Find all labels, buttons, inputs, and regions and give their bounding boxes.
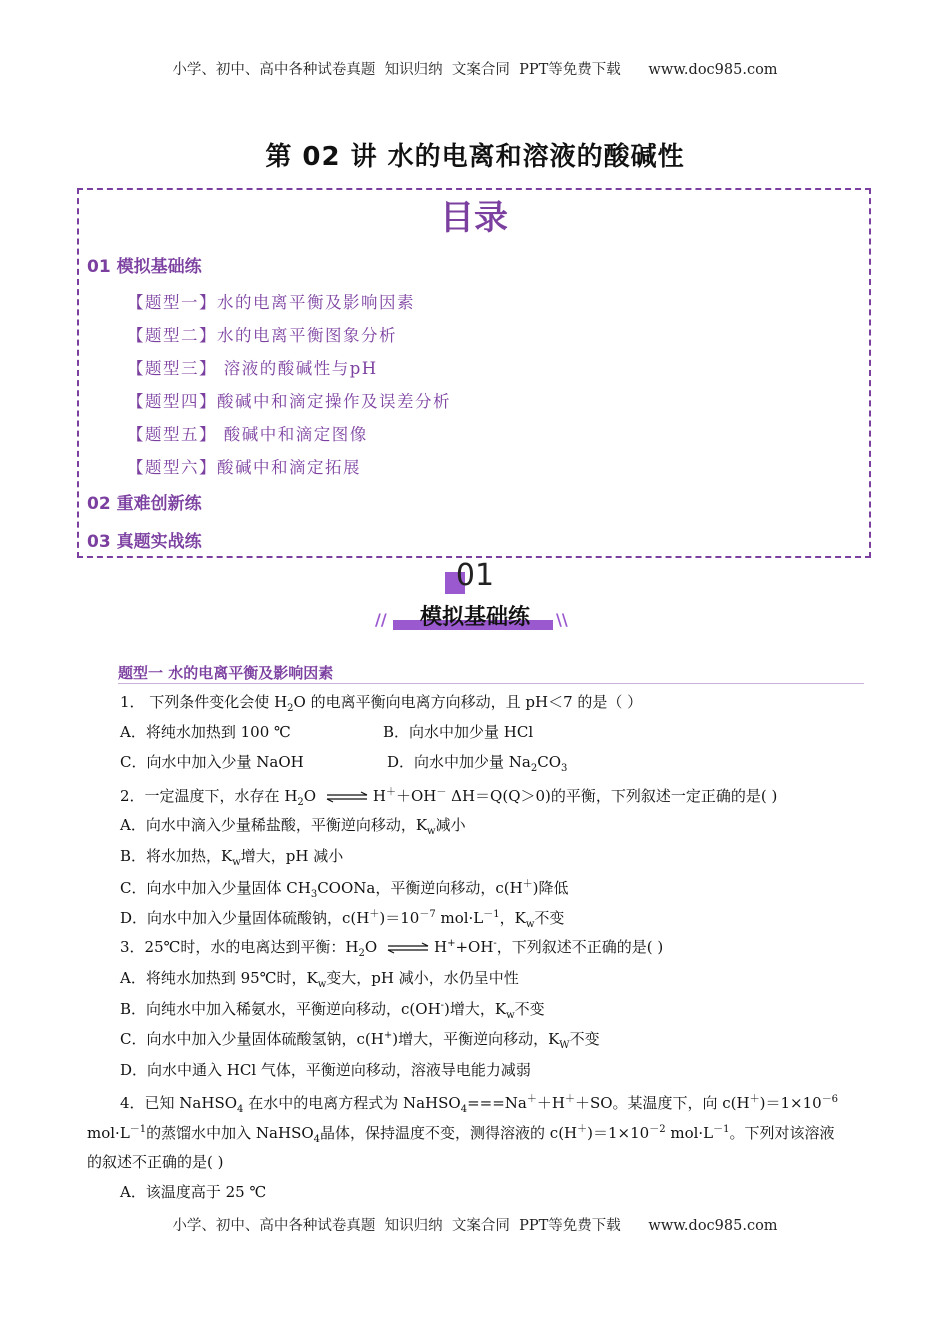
toc-item-type-4[interactable]: 【题型四】酸碱中和滴定操作及误差分析 <box>127 392 451 411</box>
q3-option-a[interactable]: A．将纯水加热到 95℃时，$K_w$变大，pH 减小，水仍呈中性 <box>120 969 519 990</box>
toc-section-3[interactable]: 03 真题实战练 <box>87 532 202 552</box>
q2-stem: 2．一定温度下，水存在 $H_2O$ H＋＋OH－ ΔH＝Q(Q＞0)的平衡，下列叙述一定正确的是( ) <box>120 787 778 808</box>
q1-stem: 1． 下列条件变化会使 $H_2O$ 的电离平衡向电离方向移动，且 pH＜7 的是（ ） <box>120 693 643 714</box>
q2-option-c[interactable]: C．向水中加入少量固体 $CH_3COONa$，平衡逆向移动，c(H＋)降低 <box>120 879 569 900</box>
q4-stem-line-1: 4．已知 NaHSO$_4$ 在水中的电离方程式为 NaHSO$_4$===Na＋＋H＋＋SO。某温度下，向 $c(H^+)=1\times 10^{-6}$ <box>120 1094 839 1115</box>
type-heading: 题型一 水的电离平衡及影响因素 <box>118 664 334 682</box>
section-right-mark: \\ <box>556 610 568 629</box>
equilibrium-arrow-icon <box>386 942 430 954</box>
q2-option-b[interactable]: B．将水加热，$K_w$增大，pH 减小 <box>120 847 344 868</box>
q4-option-a[interactable]: A．该温度高于 25 ℃ <box>120 1183 267 1201</box>
toc-heading: 目录 <box>440 198 508 238</box>
toc-section-2[interactable]: 02 重难创新练 <box>87 494 202 514</box>
document-title: 第 02 讲 水的电离和溶液的酸碱性 <box>265 142 685 172</box>
q3-option-d[interactable]: D．向水中通入 HCl 气体，平衡逆向移动，溶液导电能力减弱 <box>120 1061 531 1079</box>
section-left-mark: // <box>375 610 387 629</box>
q3-stem: 3．25℃时，水的电离达到平衡：$H_2O$ H++OH-，下列叙述不正确的是( ) <box>120 938 664 959</box>
toc-section-1[interactable]: 01 模拟基础练 <box>87 257 202 277</box>
toc-item-type-6[interactable]: 【题型六】酸碱中和滴定拓展 <box>127 458 361 477</box>
q4-stem-line-3: 的叙述不正确的是( ) <box>87 1153 224 1171</box>
q3-option-b[interactable]: B．向纯水中加入稀氨水，平衡逆向移动，c(OH-)增大，$K_w$不变 <box>120 1000 545 1021</box>
toc-item-type-2[interactable]: 【题型二】水的电离平衡图象分析 <box>127 326 397 345</box>
q4-stem-line-2: $mol\cdot L^{-1}$的蒸馏水中加入 NaHSO$_4$晶体，保持温度不变，测得溶液的 $c(H^+)=1\times 10^{-2}$ $mol\cdot L^{-1}$。下列对该溶液 <box>87 1124 835 1145</box>
q1-option-a[interactable]: A．将纯水加热到 100 ℃ <box>120 723 291 741</box>
q3-option-c[interactable]: C．向水中加入少量固体硫酸氢钠，c(H+)增大，平衡逆向移动，$K_W$不变 <box>120 1030 600 1051</box>
section-title: 模拟基础练 <box>419 605 530 630</box>
toc-item-type-1[interactable]: 【题型一】水的电离平衡及影响因素 <box>127 293 415 312</box>
toc-item-type-5[interactable]: 【题型五】 酸碱中和滴定图像 <box>127 425 368 444</box>
section-number: 01 <box>455 558 495 593</box>
q1-option-c[interactable]: C．向水中加入少量 NaOH <box>120 753 304 771</box>
toc-item-type-3[interactable]: 【题型三】 溶液的酸碱性与pH <box>127 359 378 378</box>
q1-option-d[interactable]: D．向水中加少量 $Na_2CO_3$ <box>387 753 568 774</box>
page-header: 小学、初中、高中各种试卷真题 知识归纳 文案合同 PPT等免费下载 www.doc985.com <box>172 62 778 78</box>
equilibrium-arrow-icon <box>325 791 369 803</box>
type-heading-underline <box>118 683 864 684</box>
q2-option-d[interactable]: D．向水中加入少量固体硫酸钠，$c(H^+)=10^{-7}$ $mol\cdot L^{-1}$，$K_w$不变 <box>120 909 565 930</box>
q1-option-b[interactable]: B．向水中加少量 HCl <box>383 723 534 741</box>
q2-option-a[interactable]: A．向水中滴入少量稀盐酸，平衡逆向移动，$K_w$减小 <box>120 816 466 837</box>
page-footer: 小学、初中、高中各种试卷真题 知识归纳 文案合同 PPT等免费下载 www.doc985.com <box>172 1218 778 1234</box>
